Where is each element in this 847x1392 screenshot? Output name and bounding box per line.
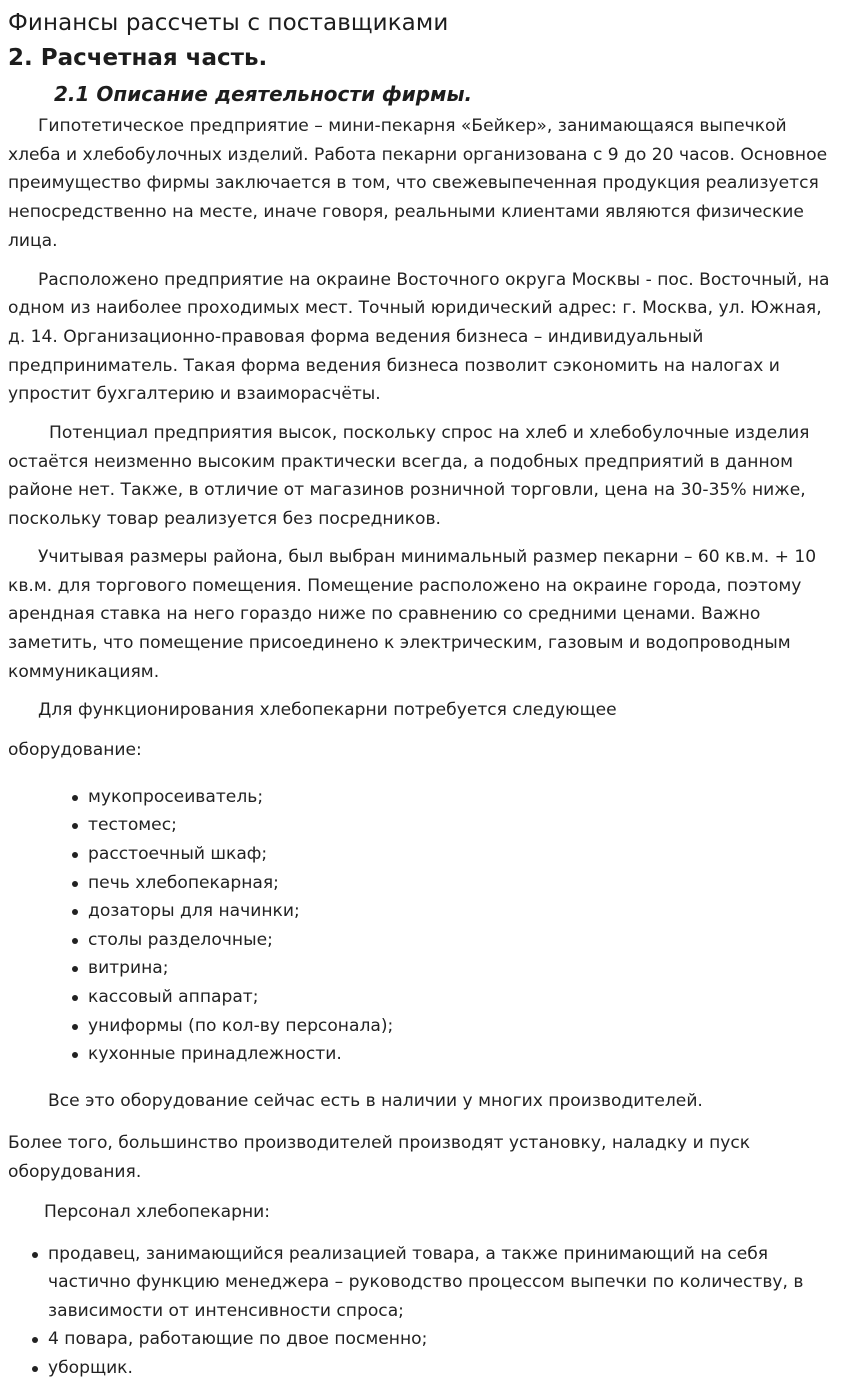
- list-item: кассовый аппарат;: [8, 983, 836, 1012]
- list-item: витрина;: [8, 954, 836, 983]
- list-item: тестомес;: [8, 811, 836, 840]
- paragraph-equipment-availability: Все это оборудование сейчас есть в наличии у многих производителей.: [48, 1090, 703, 1111]
- list-item: 4 повара, работающие по двое посменно;: [8, 1325, 836, 1354]
- paragraph-potential: Потенциал предприятия высок, поскольку спрос на хлеб и хлебобулочные изделия остаётся неизменно высоким практически всегда, а подобных предприятий в данном районе нет. Также, в отличие от магазинов розничной торговли, цена на 30-35% ниже, поскольку товар реализуется без посредников.: [8, 423, 810, 530]
- site-title: Финансы рассчеты с поставщиками: [8, 10, 449, 36]
- list-item: кухонные принадлежности.: [8, 1040, 836, 1069]
- section-heading: 2. Расчетная часть.: [8, 45, 268, 71]
- list-item: печь хлебопекарная;: [8, 869, 836, 898]
- list-item: столы разделочные;: [8, 926, 836, 955]
- paragraph-equipment-intro: Для функционирования хлебопекарни потребуется следующее: [38, 700, 617, 721]
- list-item: продавец, занимающийся реализацией товара, а также принимающий на себя частично функцию менеджера – руководство процессом выпечки по количеству, в зависимости от интенсивности спроса;: [8, 1240, 836, 1326]
- paragraph-staff-label: Персонал хлебопекарни:: [44, 1201, 271, 1222]
- paragraph-business-description: Гипотетическое предприятие – мини-пекарня «Бейкер», занимающаяся выпечкой хлеба и хлебобулочных изделий. Работа пекарни организована с 9 до 20 часов. Основное преимущество фирмы заключается в том, что свежевыпеченная продукция реализуется непосредственно на месте, иначе говоря, реальными клиентами являются физические лица.: [8, 116, 828, 251]
- list-item: униформы (по кол-ву персонала);: [8, 1012, 836, 1041]
- paragraph-installation: Более того, большинство производителей производят установку, наладку и пуск оборудования.: [8, 1133, 751, 1183]
- list-item: дозаторы для начинки;: [8, 897, 836, 926]
- list-item: расстоечный шкаф;: [8, 840, 836, 869]
- document-page: [8, 7, 836, 1382]
- equipment-list: [8, 783, 836, 1069]
- subsection-heading: 2.1 Описание деятельности фирмы.: [54, 82, 473, 106]
- list-item: уборщик.: [8, 1354, 836, 1383]
- staff-list: [8, 1240, 836, 1383]
- paragraph-equipment-label: оборудование:: [8, 740, 142, 761]
- list-item: мукопросеиватель;: [8, 783, 836, 812]
- paragraph-location: Расположено предприятие на окраине Восточного округа Москвы - пос. Восточный, на одном из наиболее проходимых мест. Точный юридический адрес: г. Москва, ул. Южная, д. 14. Организационно-правовая форма ведения бизнеса – индивидуальный предприниматель. Такая форма ведения бизнеса позволит сэкономить на налогах и упростит бухгалтерию и взаиморасчёты.: [8, 269, 830, 405]
- paragraph-premises: Учитывая размеры района, был выбран минимальный размер пекарни – 60 кв.м. + 10 кв.м. для торгового помещения. Помещение расположено на окраине города, поэтому арендная ставка на него гораздо ниже по сравнению со средними ценами. Важно заметить, что помещение присоединено к электрическим, газовым и водопроводным коммуникациям.: [8, 546, 817, 682]
